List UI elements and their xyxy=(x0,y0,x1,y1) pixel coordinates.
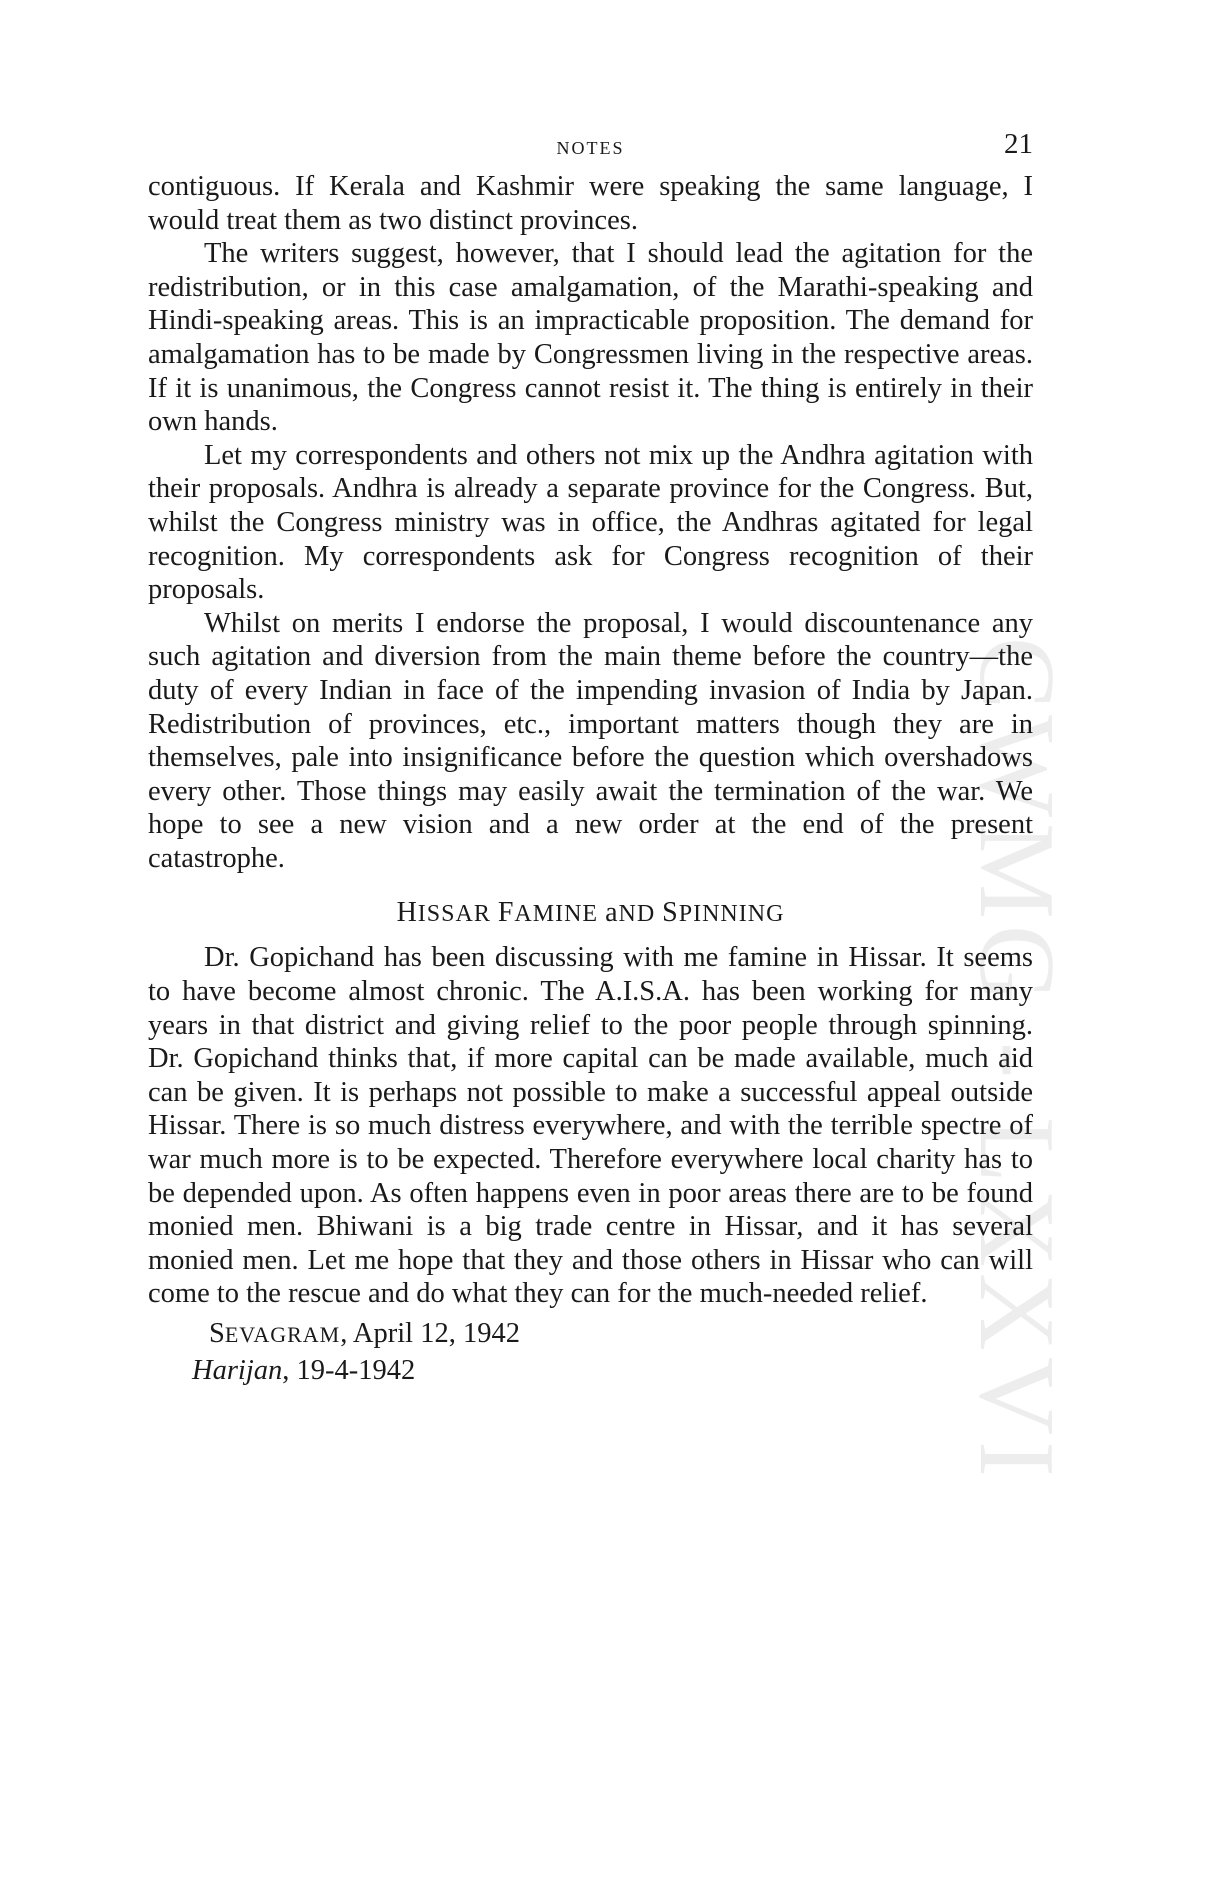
running-title: NOTES xyxy=(556,138,625,158)
paragraph: The writers suggest, however, that I should lead the agitation for the redistribution, or in this case amalgamation, of the Marathi-speaking and Hindi-speaking areas. This is an impracticable proposition. The demand for amalgamation has to be made by Congressmen living in the respective areas. If it is unanimous, the Congress cannot resist it. The thing is entirely in their own hands. xyxy=(148,238,1033,438)
source-publication: Harijan xyxy=(192,1355,283,1386)
watermark-text: CWMG - LXXVI xyxy=(957,637,1076,1483)
running-head xyxy=(148,120,1033,170)
paragraph: Let my correspondents and others not mix up the Andhra agitation with their proposals. Andhra is already a separate province for the Congress. But, whilst the Congress ministry was in office, the Andhras agitated for legal recognition. My correspondents ask for Congress recognition of their proposals. xyxy=(148,439,1033,606)
section-paragraph: Dr. Gopichand has been discussing with me famine in Hissar. It seems to have become almost chronic. The A.I.S.A. has been working for many years in that district and giving relief to the poor people through spinning. Dr. Gopichand thinks that, if more capital can be made available, much aid can be given. It is perhaps not possible to make a successful appeal outside Hissar. There is so much distress everywhere, and with the terrible spectre of war much more is to be expected. Therefore everywhere local charity has to be depended upon. As often happens even in poor areas there are to be found monied men. Bhiwani is a big trade centre in Hissar, and it has several monied men. Let me hope that they and those others in Hissar who can will come to the rescue and do what they can for the much-needed relief. xyxy=(148,942,1033,1310)
page-content xyxy=(148,120,1033,1388)
section-heading xyxy=(148,897,1033,929)
signoff-date: , April 12, 1942 xyxy=(340,1318,520,1349)
source-date: , 19-4-1942 xyxy=(282,1355,416,1386)
signoff-place: SEVAGRAM xyxy=(209,1318,341,1349)
source-citation xyxy=(192,1354,1033,1388)
page-number: 21 xyxy=(1004,128,1033,160)
signoff xyxy=(209,1317,1033,1352)
paragraph-continued: contiguous. If Kerala and Kashmir were speaking the same language, I would treat them as two distinct provinces. xyxy=(148,171,1033,236)
section-heading-text: HISSAR FAMINE aND SPINNING xyxy=(396,897,785,929)
paragraph: Whilst on merits I endorse the proposal, I would discountenance any such agitation and diversion from the main theme before the country—the duty of every Indian in face of the impending invasion of India by Japan. Redistribution of provinces, etc., important matters though they are in themselves, pale into insignificance before the question which overshadows every other. Those things may easily await the termination of the war. We hope to see a new vision and a new order at the end of the present catastrophe. xyxy=(148,607,1033,874)
